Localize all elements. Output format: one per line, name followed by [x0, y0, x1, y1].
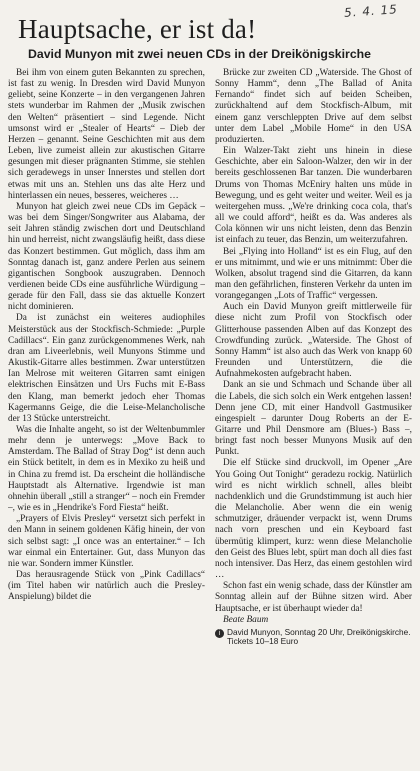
event-info [215, 628, 412, 647]
article-subhead: David Munyon mit zwei neuen CDs in der Dreikönigskirche [28, 47, 372, 61]
paragraph: Schon fast ein wenig schade, dass der Künstler am Sonntag allein auf der Bühne sitzen wird. Aber Hauptsache, er ist überhaupt wieder da! [215, 581, 412, 614]
article-headline: Hauptsache, er ist da! [18, 14, 257, 44]
paragraph: Bei „Flying into Holland“ ist es ein Flug, auf den er uns mitnimmt, und wie er uns mitnimmt: Über die Wolken, absolut tragend sind die Gitarren, da kann man den gefährlichen, finsteren Verkehr da unten im vorangegangen „Lots of Traffic“ vergessen. [215, 246, 412, 302]
author-byline: Beate Baum [223, 614, 269, 625]
handwritten-date: 5. 4. 15 [343, 2, 399, 20]
paragraph: Das herausragende Stück von „Pink Cadillacs“ (im Titel haben wir natürlich auch die Presley-Anspielung) bildet die [8, 570, 205, 603]
article-body [8, 68, 412, 768]
paragraph: „Prayers of Elvis Presley“ versetzt sich perfekt in den Mann in seinem goldenen Käfig hinein, der von sich selbst sagt: „I once was an entertainer.“ – Ich war einmal ein Entertainer. Gut, dass Munyon das nie war. Sondern immer Künstler. [8, 514, 205, 569]
paragraph: Dank an sie und Schmach und Schande über all die Labels, die sich solch ein Werk entgehen lassen! Denn jene CD, mit einer Handvoll Gastmusiker eingespielt – darunter Doug Roberts an der E-Gitarre und Phil Densmore am (Blues-) Bass –, bringt fast noch besser Munyons Musik auf den Punkt. [215, 380, 412, 458]
paragraph: Brücke zur zweiten CD „Waterside. The Ghost of Sonny Hamm“, denn „The Ballad of Anita Fernando“ findet sich auf beiden Scheiben, zurückhaltend auf dem Stockfisch-Album, mit einem ganz verschleppten Drive auf dem selbst unter dem Label „Mobile Home“ in den USA produzierten. [215, 68, 412, 145]
paragraph: Was die Inhalte angeht, so ist der Weltenbummler mehr denn je unterwegs: „Move Back to Amsterdam. The Ballad of Stray Dog“ ist denn auch ein Stück betitelt, in dem es in Mexiko zu heiß und in China zu fremd ist. Da erscheint die holländische Hauptstadt als Alternative. Irgendwie ist man ohnehin überall „still a stranger“ – noch ein Fremder –, wie es in „Hendrike's Ford Fiesta“ heißt. [8, 425, 205, 514]
paragraph: Da ist zunächst ein weiteres audiophiles Meisterstück aus der Stockfisch-Schmiede: „Purple Cadillacs“. Ein ganz zurückgenommenes Werk, nah dran am Liveerlebnis, weil Munyons Stimme und Akustik-Gitarre alles bestimmen. Zwar unterstützen Ian Melrose mit weiteren Gitarren samt einigen elektrischen Einsätzen und Urs Fuchs mit E-Bass den Klang, man bemerkt jedoch eher Thomas Kagermanns Geige, die die Leise-Melancholische der 13 Stücke unterstreicht. [8, 313, 205, 424]
paragraph: Munyon hat gleich zwei neue CDs im Gepäck – was bei dem Singer/Songwriter aus Alabama, der seit Jahren ständig zwischen dort und Deutschland hin und herreist, nicht zwangsläufig heißt, dass diese das Konzert bestimmen. Gut möglich, dass ihm am Sonntag danach ist, ganz andere Perlen aus seinem gigantischen Songbook auszugraben. Dennoch verdienen beide CDs eine ausführliche Würdigung – gerade für den Fall, dass sie das aktuelle Konzert nicht dominieren. [8, 201, 205, 313]
paragraph: Ein Walzer-Takt zieht uns hinein in diese Geschichte, aber ein Saloon-Walzer, den wir in der bereits geschlossenen Bar tanzen. Die wunderbaren Drums von Thomas McEniry halten uns müde in Bewegung, und es geht weiter und weiter. Weil es ja weitergehen muss. „We're drinking coca cola, that's all we could afford“, heißt es da. Was anderes als Cola können wir uns nicht leisten, denn das Benzin ist einfach zu teuer, das Benzin, um weiterzufahren. [215, 146, 412, 246]
paragraph: Auch ein David Munyon greift mittlerweile für diese nicht zum Profil von Stockfisch oder Glitterhouse passenden Alben auf das Konzept des Crowdfunding zurück. „Waterside. The Ghost of Sonny Hamm“ ist also auch das Werk von knapp 60 Freunden und Unterstützern, die die Aufnahmekosten aufgebracht haben. [215, 302, 412, 380]
column-left [8, 68, 205, 768]
paragraph: Die elf Stücke sind druckvoll, im Opener „Are You Going Out Tonight“ geradezu rockig. Natürlich wird es nicht wirklich schnell, alles bleibt nachdenklich und die Grundstimmung ist auch hier die Melancholie. Aber wenn die ein wenig schmutziger, dräuender verpackt ist, wenn Drums nach vorn preschen und ein Keyboard fast übermütig klimpert, kurz: wenn diese Melancholie den Geist des Blues lebt, spürt man doch all dies fast noch intensiver. Das Herz, das einem gestohlen wird … [215, 458, 412, 581]
event-info-text: David Munyon, Sonntag 20 Uhr, Dreikönigskirche. Tickets 10–18 Euro [227, 626, 411, 647]
column-right [215, 68, 412, 768]
info-icon: i [215, 629, 224, 638]
paragraph: Bei ihm von einem guten Bekannten zu sprechen, ist fast zu wenig. In Dresden wird David Munyon geliebt, seine Konzerte – in den vergangenen Jahren stets wunderbar im Rahmen der „Musik zwischen den Welten“ präsentiert – sind Legende. Nicht umsonst wird er „Stealer of Hearts“ – Dieb der Herzen – genannt. Seine Geschichten mit aus dem Leben, live zumeist allein zur akustischen Gitarre gesungen mit dieser prägnanten Stimme, sie stehlen sich geradewegs in unser Innerstes und stellen dort etwas mit uns an. Stehlen uns das alte Herz und hinterlassen ein neues, besseres, weicheres … [8, 68, 205, 201]
